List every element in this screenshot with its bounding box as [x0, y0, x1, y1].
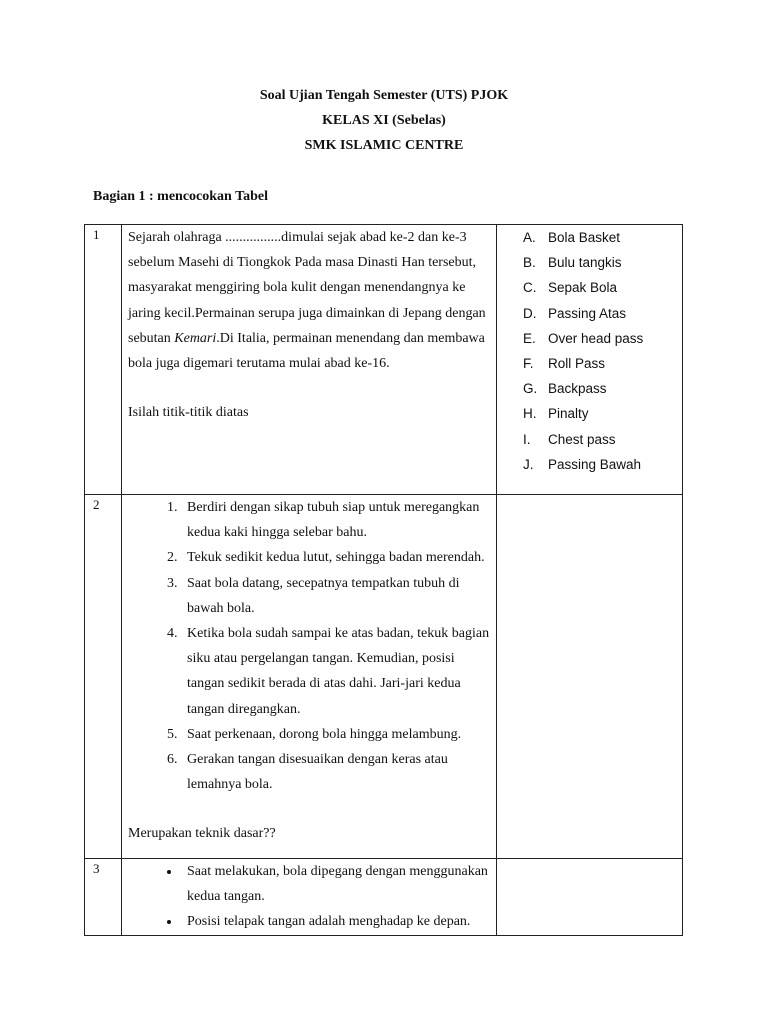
list-item: • Saat melakukan, bola dipegang dengan menggunakan kedua tangan.	[181, 859, 490, 909]
answer-option	[523, 452, 682, 477]
steps-list	[128, 495, 490, 797]
option-label: Bola Basket	[548, 230, 621, 245]
option-letter: A.	[523, 230, 536, 245]
table-row	[85, 495, 683, 859]
list-item: 6. Gerakan tangan disesuaikan dengan keras atau lemahnya bola.	[181, 747, 490, 797]
answer-option	[523, 376, 682, 401]
list-item: 4. Ketika bola sudah sampai ke atas badan, tekuk bagian siku atau pergelangan tangan. Kemudian, posisi tangan sedikit berada di atas dahi. Jari-jari kedua tangan diregangkan.	[181, 621, 490, 722]
answer-option	[523, 326, 682, 351]
list-item: • Posisi telapak tangan adalah menghadap ke depan.	[181, 909, 490, 934]
option-label: Chest pass	[548, 431, 616, 447]
answer-cell	[497, 859, 683, 936]
answer-option	[523, 427, 682, 452]
answer-option	[523, 401, 682, 426]
question-text-italic: Kemari	[174, 330, 217, 346]
option-letter: E.	[523, 330, 536, 346]
option-letter: H.	[523, 406, 537, 422]
question-number: 2	[85, 495, 122, 859]
section-title: Bagian 1 : mencocokan Tabel	[93, 189, 269, 204]
list-item: 1. Berdiri dengan sikap tubuh siap untuk meregangkan kedua kaki hingga selebar bahu.	[181, 495, 490, 545]
option-letter: J.	[523, 456, 534, 472]
question-text-part: .Di Italia, permainan menendang dan membawa bola juga digemari terutama mulai abad ke-16.	[128, 330, 485, 372]
question-number: 1	[85, 225, 122, 495]
question-text-part: Sejarah olahraga ................dimulai sejak abad ke-2 dan ke-3 sebelum Masehi di Tiongkok Pada masa Dinasti Han tersebut, masyarakat menggiring bola kulit dengan menendangnya ke jaring kecil.Permainan serupa juga dimainkan di Jepang dengan sebutan	[128, 230, 486, 346]
option-label: Roll Pass	[548, 356, 606, 372]
list-item: 2. Tekuk sedikit kedua lutut, sehingga badan merendah.	[181, 545, 490, 570]
answer-option	[523, 250, 682, 275]
list-item: 5. Saat perkenaan, dorong bola hingga melambung.	[181, 722, 490, 747]
table-row	[85, 225, 683, 495]
school-name: SMK ISLAMIC CENTRE	[304, 138, 464, 153]
option-letter: B.	[523, 255, 536, 271]
option-letter: F.	[523, 356, 534, 372]
option-label: Passing Bawah	[548, 456, 642, 472]
answer-options-cell	[497, 225, 683, 495]
class-label: KELAS XI (Sebelas)	[322, 113, 446, 128]
option-letter: C.	[523, 280, 537, 296]
answer-options-list	[497, 225, 682, 477]
question-number: 3	[85, 859, 122, 936]
option-label: Over head pass	[548, 330, 644, 346]
bullet-list	[128, 859, 490, 935]
option-label: Bulu tangkis	[548, 255, 622, 271]
list-item: 3. Saat bola datang, secepatnya tempatkan tubuh di bawah bola.	[181, 571, 490, 621]
answer-option	[523, 275, 682, 300]
answer-option	[523, 301, 682, 326]
option-label: Sepak Bola	[548, 280, 618, 296]
table-row	[85, 859, 683, 936]
option-label: Passing Atas	[548, 305, 627, 321]
answer-cell	[497, 495, 683, 859]
question-text	[122, 495, 497, 859]
exam-title: Soal Ujian Tengah Semester (UTS) PJOK	[259, 88, 509, 103]
question-paragraph	[128, 225, 490, 376]
question-prompt: Merupakan teknik dasar??	[128, 826, 276, 842]
option-letter: I.	[523, 431, 531, 447]
option-label: Pinalty	[548, 406, 589, 422]
option-letter: D.	[523, 305, 537, 321]
option-letter: G.	[523, 381, 538, 397]
question-table	[84, 224, 683, 936]
question-instruction: Isilah titik-titik diatas	[128, 405, 249, 421]
question-text	[122, 859, 497, 936]
option-label: Backpass	[548, 381, 607, 397]
answer-option	[523, 351, 682, 376]
answer-option	[523, 225, 682, 250]
question-text	[122, 225, 497, 495]
